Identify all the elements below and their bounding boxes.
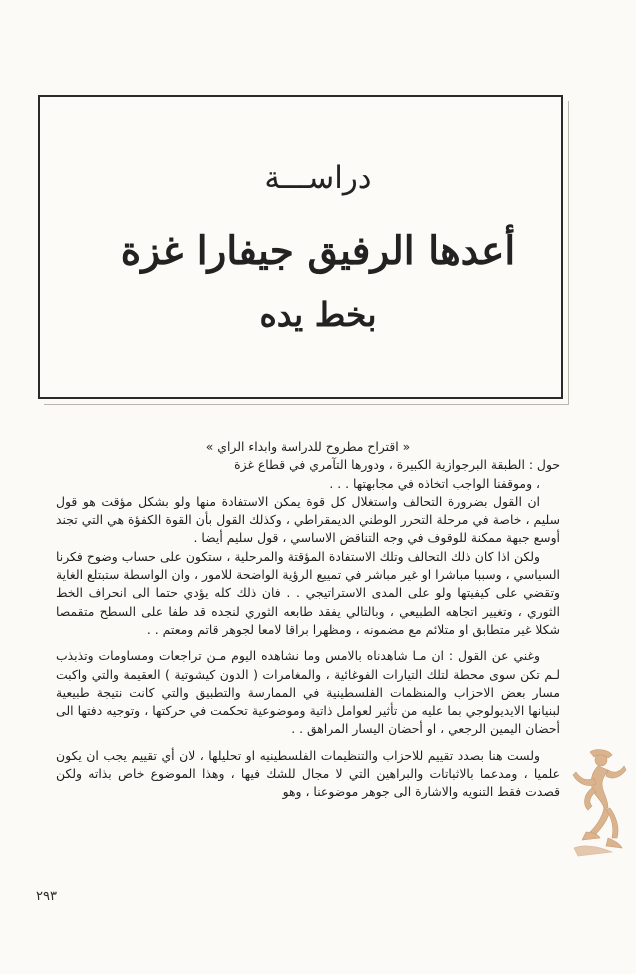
title-author: أعدها الرفيق جيفارا غزة bbox=[120, 228, 516, 274]
page-number: ٢٩٣ bbox=[36, 889, 57, 904]
title-handwritten-note: بخط يده bbox=[259, 295, 377, 334]
paragraph-4: ولست هنا بصدد تقييم للاحزاب والتنظيمات الفلسطينيه او تحليلها ، لان أي تقييم يجب ان يكون علميا ، ومدعما بالاثباتات والبراهين التي لا مجال للشك فيها ، وهذا الموضوع خاص بذاته ولكن قصدت فقط التنويه والاشارة الى جوهر موضوعنا ، وهو bbox=[56, 747, 560, 800]
article-subject-line-2: ، وموقفنا الواجب اتخاذه في مجابهتها . . . bbox=[329, 475, 540, 491]
article-subject-line-1: حول : الطبقة البرجوازية الكبيرة ، ودورها التآمري في قطاع غزة bbox=[234, 457, 560, 473]
paragraph-2: ولكن اذا كان ذلك التحالف وتلك الاستفادة المؤقتة والمرحلية ، ستكون على حساب وضوح فكرنا السياسي ، وسببا مباشرا او غير مباشر في تمييع الرؤية الواضحة للامور ، وان الواسطة ستبتلع الغاية وتقضي على كيفيتها ولو على المدى الاستراتيجي . . فان ذلك كله يؤدي حتما الى انحراف الخط الثوري ، وتغيير اتجاهه الطبيعي ، وبالتالي يفقد طابعه الثوري لنجده قد طفا على السطح متقمصا شكلا غير متطابق او متلائم مع مضمونه ، ومظهرا براقا لامعا لجوهر قاتم ومعتم . . bbox=[56, 548, 560, 637]
paragraph-3: وغني عن القول : ان مـا شاهدناه بالامس وما نشاهده اليوم مـن تراجعات ومساومات وتذبذب لـم تكن سوى محطة لتلك التيارات الفوغائية ، والمغامرات ( الدون كيشوتية ) العقيمة والتي واكبت مسار بعض الاحزاب والمنظمات الفلسطينية في الممارسة والتطبيق والتي كانت نتيجة طبيعية لبنيانها الايديولوجي بما عليه من تأثير لعوامل ذاتية وموضوعية تحكمت في حركتها ، وتوجيه دفتها الى أحضان اليمين الرجعي ، او أحضان اليسار المراهق . . bbox=[56, 648, 560, 737]
paragraph-1: ان القول بضرورة التحالف واستغلال كل قوة يمكن الاستفادة منها ولو بشكل مؤقت هو قول سليم ، خاصة في مرحلة التحرر الوطني الديمقراطي ، وكذلك القول بأن القوة الكفؤة هي التي تجند أوسع جبهة ممكنة للوقوف في وجه التناقض الاساسي ، قول سليم أيضا . bbox=[56, 493, 560, 546]
article-body bbox=[56, 438, 560, 802]
decorative-figure-icon bbox=[568, 748, 628, 860]
title-study: دراســـة bbox=[264, 160, 372, 196]
article-heading: « اقتراح مطروح للدراسة وابداء الراي » bbox=[205, 439, 411, 454]
